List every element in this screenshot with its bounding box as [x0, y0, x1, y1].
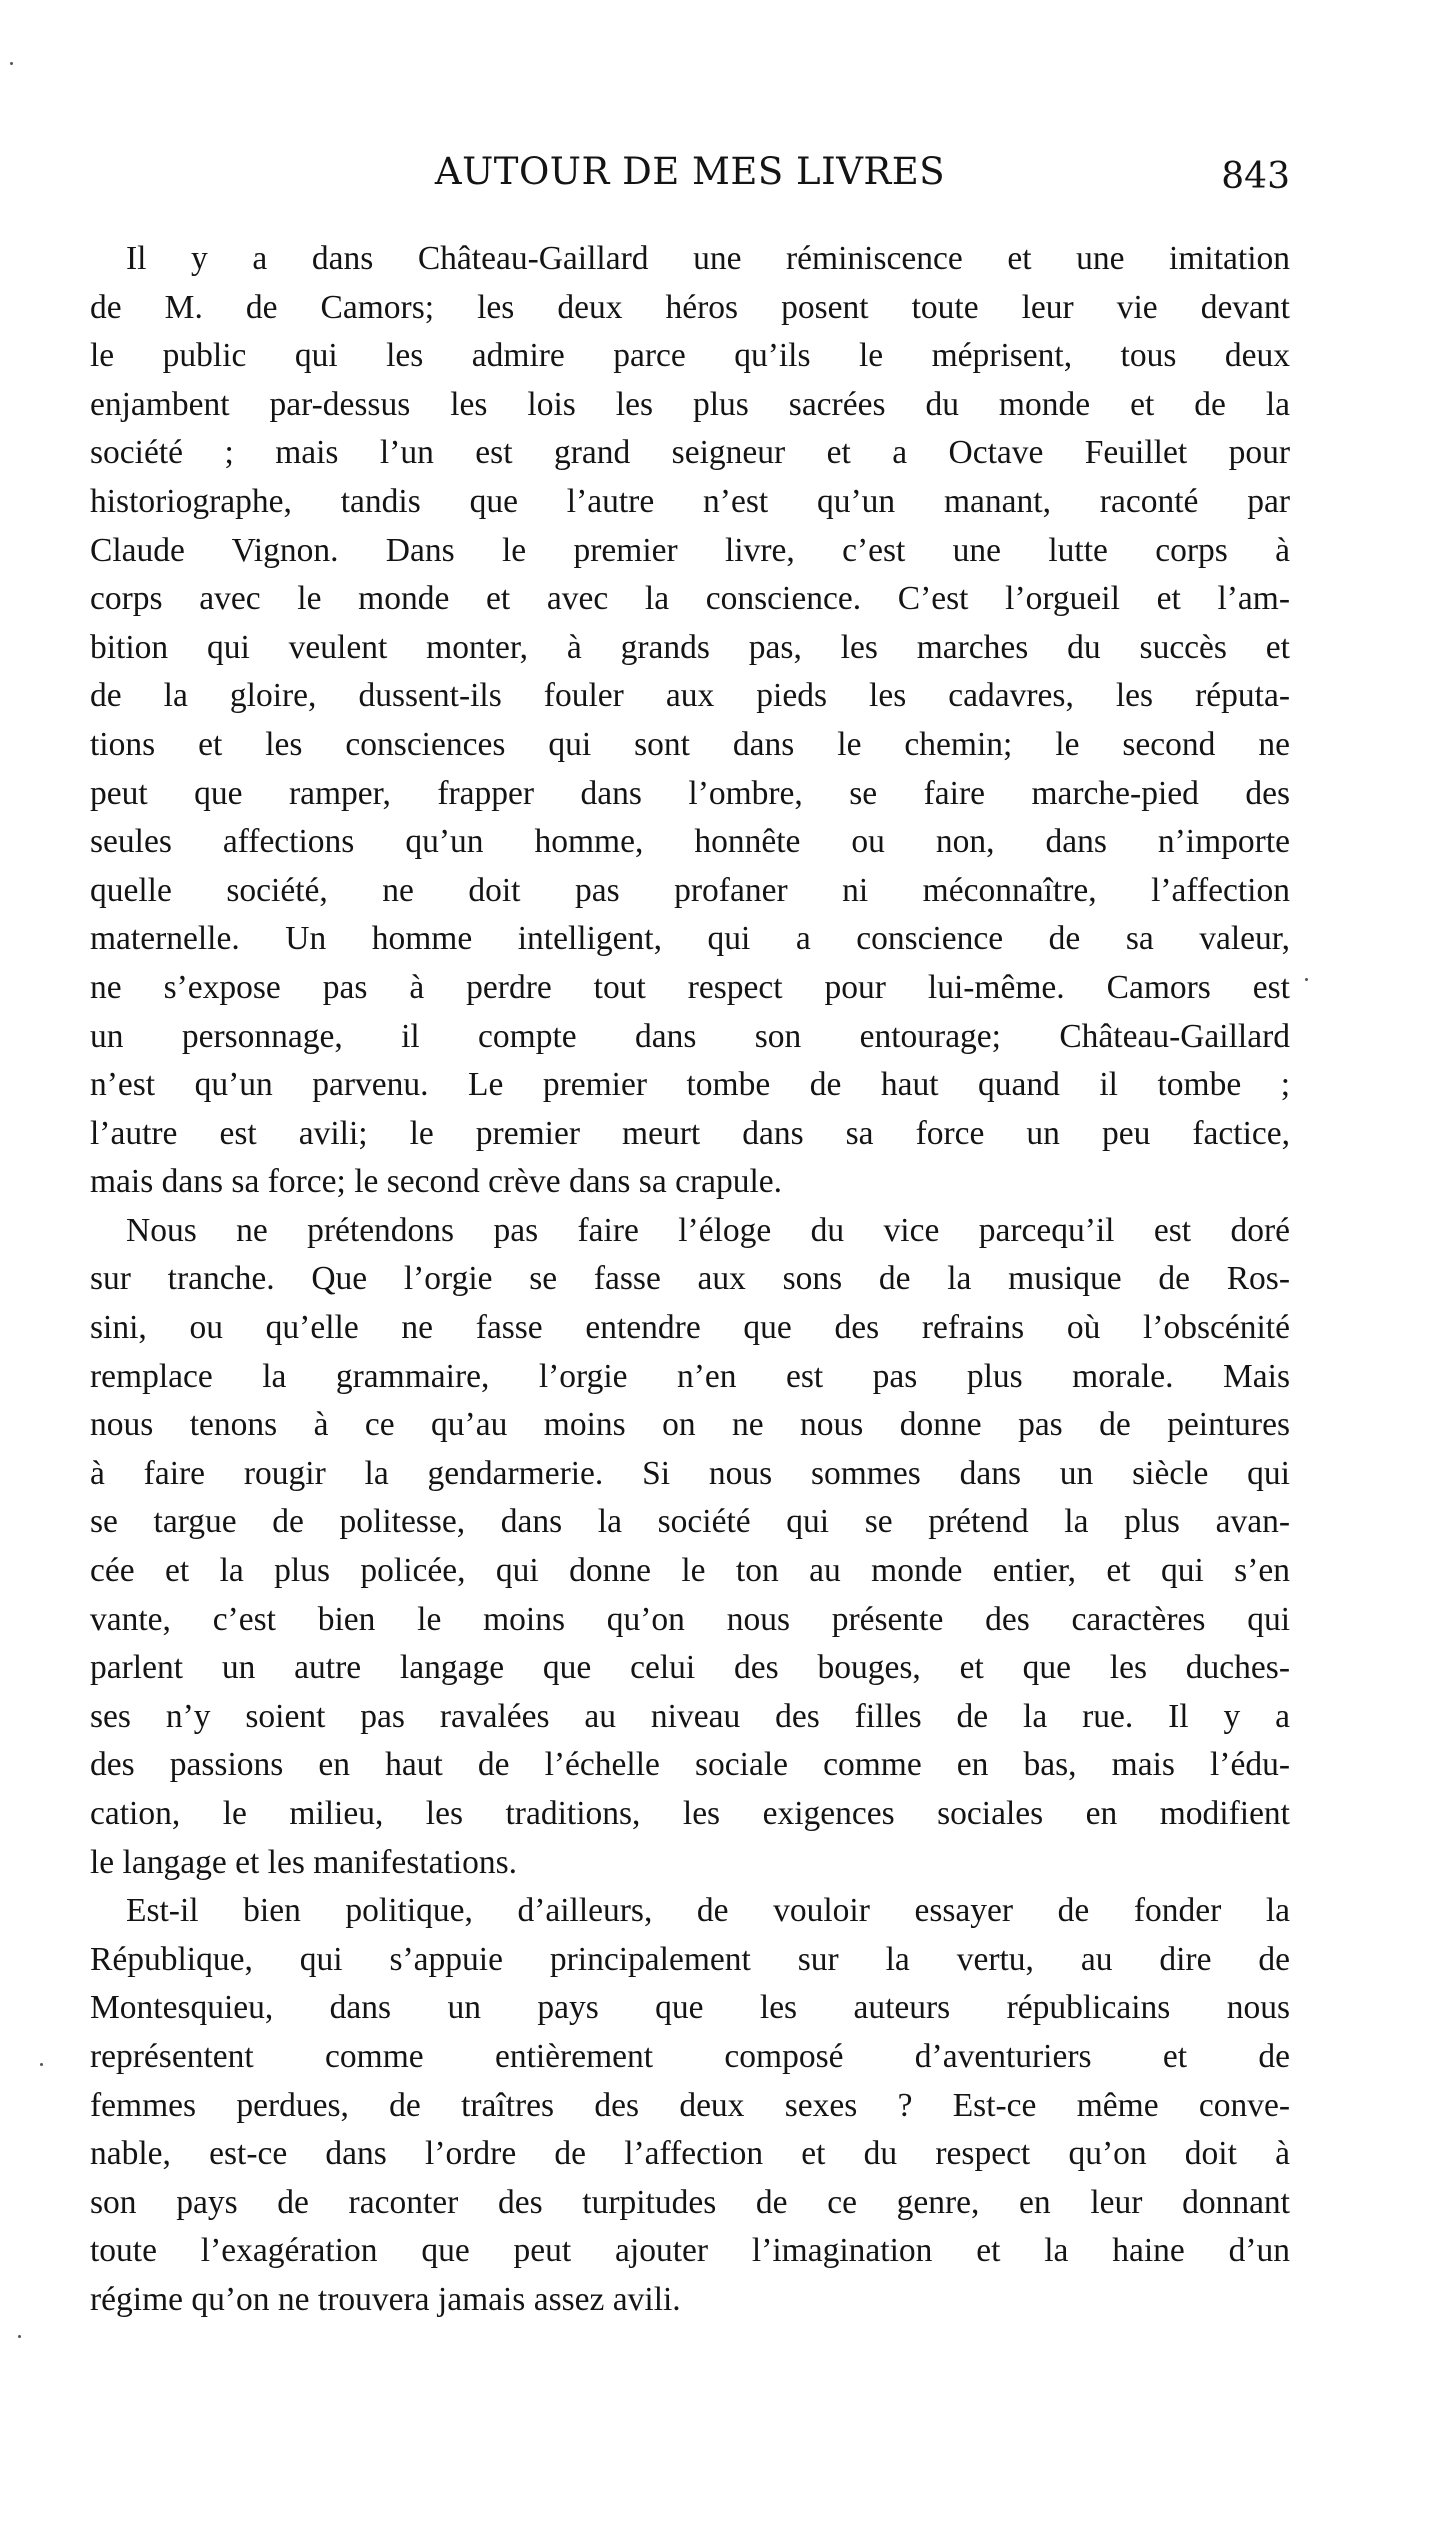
- text-line: vante, c’est bien le moins qu’on nous présente des caractères qui: [90, 1600, 1290, 1638]
- text-line: seules affections qu’un homme, honnête ou non, dans n’importe: [90, 823, 1290, 861]
- text-line: historiographe, tandis que l’autre n’est qu’un manant, raconté par: [90, 482, 1290, 520]
- paragraph: [90, 1207, 1290, 1887]
- text-line: Il y a dans Château-Gaillard une réminiscence et une imitation: [126, 240, 1290, 277]
- text-line: enjambent par-dessus les lois les plus sacrées du monde et de la: [90, 385, 1290, 423]
- body-text: [90, 235, 1290, 2325]
- scan-speck: [18, 2335, 21, 2338]
- text-line: mais dans sa force; le second crève dans sa crapule.: [90, 1163, 783, 1201]
- text-line: cation, le milieu, les traditions, les exigences sociales en modifient: [90, 1795, 1290, 1832]
- text-line: République, qui s’appuie principalement sur la vertu, au dire de: [90, 1940, 1290, 1978]
- text-line: Montesquieu, dans un pays que les auteurs républicains nous: [90, 1989, 1290, 2027]
- text-line: quelle société, ne doit pas profaner ni méconnaître, l’affection: [90, 871, 1290, 909]
- text-line: corps avec le monde et avec la conscience. C’est l’orgueil et l’am-: [90, 580, 1290, 618]
- text-line: régime qu’on ne trouvera jamais assez avili.: [90, 2280, 681, 2318]
- page-header: [90, 150, 1290, 210]
- text-line: ses n’y soient pas ravalées au niveau des filles de la rue. Il y a: [90, 1697, 1290, 1735]
- text-line: à faire rougir la gendarmerie. Si nous sommes dans un siècle qui: [90, 1454, 1290, 1492]
- text-line: nous tenons à ce qu’au moins on ne nous donne pas de peintures: [90, 1406, 1290, 1444]
- text-line: son pays de raconter des turpitudes de ce genre, en leur donnant: [90, 2183, 1290, 2221]
- text-line: un personnage, il compte dans son entourage; Château-Gaillard: [90, 1017, 1290, 1055]
- text-line: peut que ramper, frapper dans l’ombre, se faire marche-pied des: [90, 774, 1290, 812]
- text-line: se targue de politesse, dans la société qui se prétend la plus avan-: [90, 1503, 1290, 1541]
- text-line: maternelle. Un homme intelligent, qui a conscience de sa valeur,: [90, 920, 1290, 958]
- text-line: bition qui veulent monter, à grands pas, les marches du succès et: [90, 628, 1290, 666]
- text-line: Claude Vignon. Dans le premier livre, c’est une lutte corps à: [90, 531, 1290, 569]
- text-line: représentent comme entièrement composé d’aventuriers et de: [90, 2037, 1290, 2075]
- text-line: de la gloire, dussent-ils fouler aux pieds les cadavres, les réputa-: [90, 677, 1290, 715]
- text-line: sur tranche. Que l’orgie se fasse aux sons de la musique de Ros-: [90, 1260, 1290, 1298]
- paragraph: [90, 1887, 1290, 2324]
- text-line: Est-il bien politique, d’ailleurs, de vouloir essayer de fonder la: [126, 1892, 1290, 1930]
- paragraph: [90, 235, 1290, 1207]
- text-line: tions et les consciences qui sont dans le chemin; le second ne: [90, 725, 1290, 763]
- page-number: 843: [1221, 156, 1290, 197]
- text-line: toute l’exagération que peut ajouter l’imagination et la haine d’un: [90, 2232, 1290, 2270]
- text-line: remplace la grammaire, l’orgie n’en est pas plus morale. Mais: [90, 1357, 1290, 1395]
- text-line: l’autre est avili; le premier meurt dans sa force un peu factice,: [90, 1114, 1290, 1152]
- text-line: de M. de Camors; les deux héros posent toute leur vie devant: [90, 288, 1290, 326]
- text-line: le langage et les manifestations.: [90, 1843, 517, 1881]
- text-line: sini, ou qu’elle ne fasse entendre que des refrains où l’obscénité: [90, 1309, 1290, 1347]
- text-line: femmes perdues, de traîtres des deux sexes ? Est-ce même conve-: [90, 2086, 1290, 2124]
- text-line: Nous ne prétendons pas faire l’éloge du vice parcequ’il est doré: [126, 1211, 1290, 1249]
- scan-speck: [10, 62, 13, 65]
- text-line: des passions en haut de l’échelle sociale comme en bas, mais l’édu-: [90, 1746, 1290, 1784]
- text-line: cée et la plus policée, qui donne le ton au monde entier, et qui s’en: [90, 1552, 1290, 1590]
- text-line: ne s’expose pas à perdre tout respect pour lui-même. Camors est: [90, 968, 1290, 1006]
- scan-speck: [1305, 978, 1308, 981]
- running-title: AUTOUR DE MES LIVRES: [434, 150, 946, 193]
- text-line: société ; mais l’un est grand seigneur et a Octave Feuillet pour: [90, 434, 1290, 472]
- text-line: nable, est-ce dans l’ordre de l’affection et du respect qu’on doit à: [90, 2135, 1290, 2173]
- text-line: le public qui les admire parce qu’ils le méprisent, tous deux: [90, 337, 1290, 375]
- text-line: parlent un autre langage que celui des bouges, et que les duches-: [90, 1649, 1290, 1687]
- text-line: n’est qu’un parvenu. Le premier tombe de haut quand il tombe ;: [90, 1066, 1290, 1104]
- scan-speck: [40, 2063, 43, 2066]
